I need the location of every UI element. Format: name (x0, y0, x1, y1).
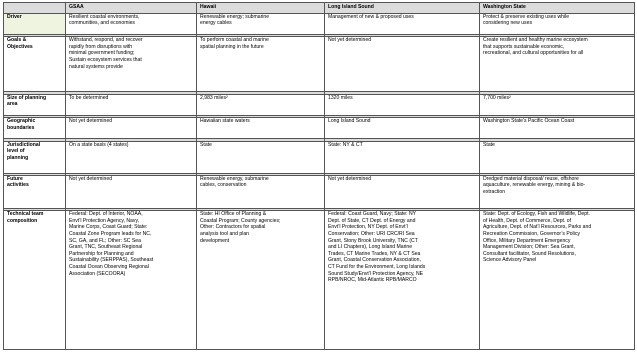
table-cell: State (197, 141, 325, 173)
table-row (4, 118, 635, 139)
table-row (4, 37, 635, 92)
header-cell-gsaa: GSAA (66, 3, 197, 14)
table-row (4, 141, 635, 173)
table-cell: To perform coastal and marine spatial planning in the future (197, 37, 325, 92)
table-cell: Renewable energy, submarine cables, conservation (197, 175, 325, 208)
header-cell-washington-state: Washington State (480, 3, 635, 14)
table-cell: Washington State’s Pacific Ocean Coast (480, 118, 635, 139)
table-cell: Federal: Dept. of Interior, NOAA, Envt’l Protection Agency, Navy, Marine Corps, Coast Guard; State: Coastal Zone Program leads for NC, SC, GA, and FL; Other: SC Sea Grant, TNC, Southeast Regional Partnership for Planning and Sustainability (SERPPAS), Southeast Coastal Ocean Observing Regional Association (SECOORA) (66, 211, 197, 350)
table-cell: Management of new & proposed uses (325, 13, 480, 34)
table-cell: Withstand, respond, and recover rapidly from disruptions with minimal government funding; Sustain ecosystem services that natural systems provide (66, 37, 197, 92)
row-label: Driver (4, 13, 66, 34)
table-cell: Long Island Sound (325, 118, 480, 139)
table-cell: Renewable energy; submarine energy cables (197, 13, 325, 34)
row-label: Future activities (4, 175, 66, 208)
header-cell-hawaii: Hawaii (197, 3, 325, 14)
header-cell-empty (4, 3, 66, 14)
table-row (4, 175, 635, 208)
table-cell: State: Dept. of Ecology, Fish and Wildlife, Dept. of Health, Dept. of Commerce, Dept. of Agriculture, Dept. of Nat’l Resources, Parks and Recreation Commission, Governor’s Policy Office, Military Department Emergency Management Division; Other: Sea Grant, Consultant facilitator, Sound Resolutions, Science Advisory Panel (480, 211, 635, 350)
table-cell: Resilient coastal environments, communities, and economies (66, 13, 197, 34)
table-cell: State: HI Office of Planning & Coastal Program; County agencies; Other: Contractors for spatial analysis tool and plan development (197, 211, 325, 350)
table-cell: Not yet determined (325, 37, 480, 92)
row-label: Jurisdictional level of planning (4, 141, 66, 173)
table-row (4, 13, 635, 34)
row-label: Geographic boundaries (4, 118, 66, 139)
table-cell: 7,700 miles² (480, 94, 635, 115)
table-cell: Not yet determined (325, 175, 480, 208)
table-row (4, 211, 635, 350)
table-cell: To be determined (66, 94, 197, 115)
header-cell-long-island-sound: Long Island Sound (325, 3, 480, 14)
table-cell: Protect & preserve existing uses while considering new uses (480, 13, 635, 34)
table-cell: Hawaiian state waters (197, 118, 325, 139)
table-cell: Federal: Coast Guard, Navy; State: NY Dept. of State, CT Dept. of Energy and Envt’l Protection, NY Dept. of Envt’l Conservation; Other: URI CRC/RI Sea Grant, Stony Brook University, TNC (CT and LI Chapters), Long Island Marine Trades, CT Marine Trades, NY & CT Sea Grant, Coastal Conservation Association, CT Fund for the Environment, Long Islands Sound Study/Envt’l Protection Agency, NE RPB/NROC, Mid-Atlantic RPB/MARCO (325, 211, 480, 350)
header-row (4, 3, 635, 14)
table-cell: 2,983 miles² (197, 94, 325, 115)
table-cell: 1320 miles (325, 94, 480, 115)
table-cell: Not yet determined (66, 175, 197, 208)
row-label: Technical team composition (4, 211, 66, 350)
row-label: Size of planning area (4, 94, 66, 115)
table-row (4, 94, 635, 115)
table-cell: State (480, 141, 635, 173)
row-label: Goals & Objectives (4, 37, 66, 92)
table-cell: Not yet determined (66, 118, 197, 139)
table-cell: Create resilient and healthy marine ecosystem that supports sustainable economic, recreational, and cultural opportunities for all (480, 37, 635, 92)
comparison-table (3, 2, 635, 350)
table-cell: On a state basis (4 states) (66, 141, 197, 173)
table-cell: State: NY & CT (325, 141, 480, 173)
table-cell: Dredged material disposal/ reuse, offshore aquaculture, renewable energy, mining & bio- extraction (480, 175, 635, 208)
